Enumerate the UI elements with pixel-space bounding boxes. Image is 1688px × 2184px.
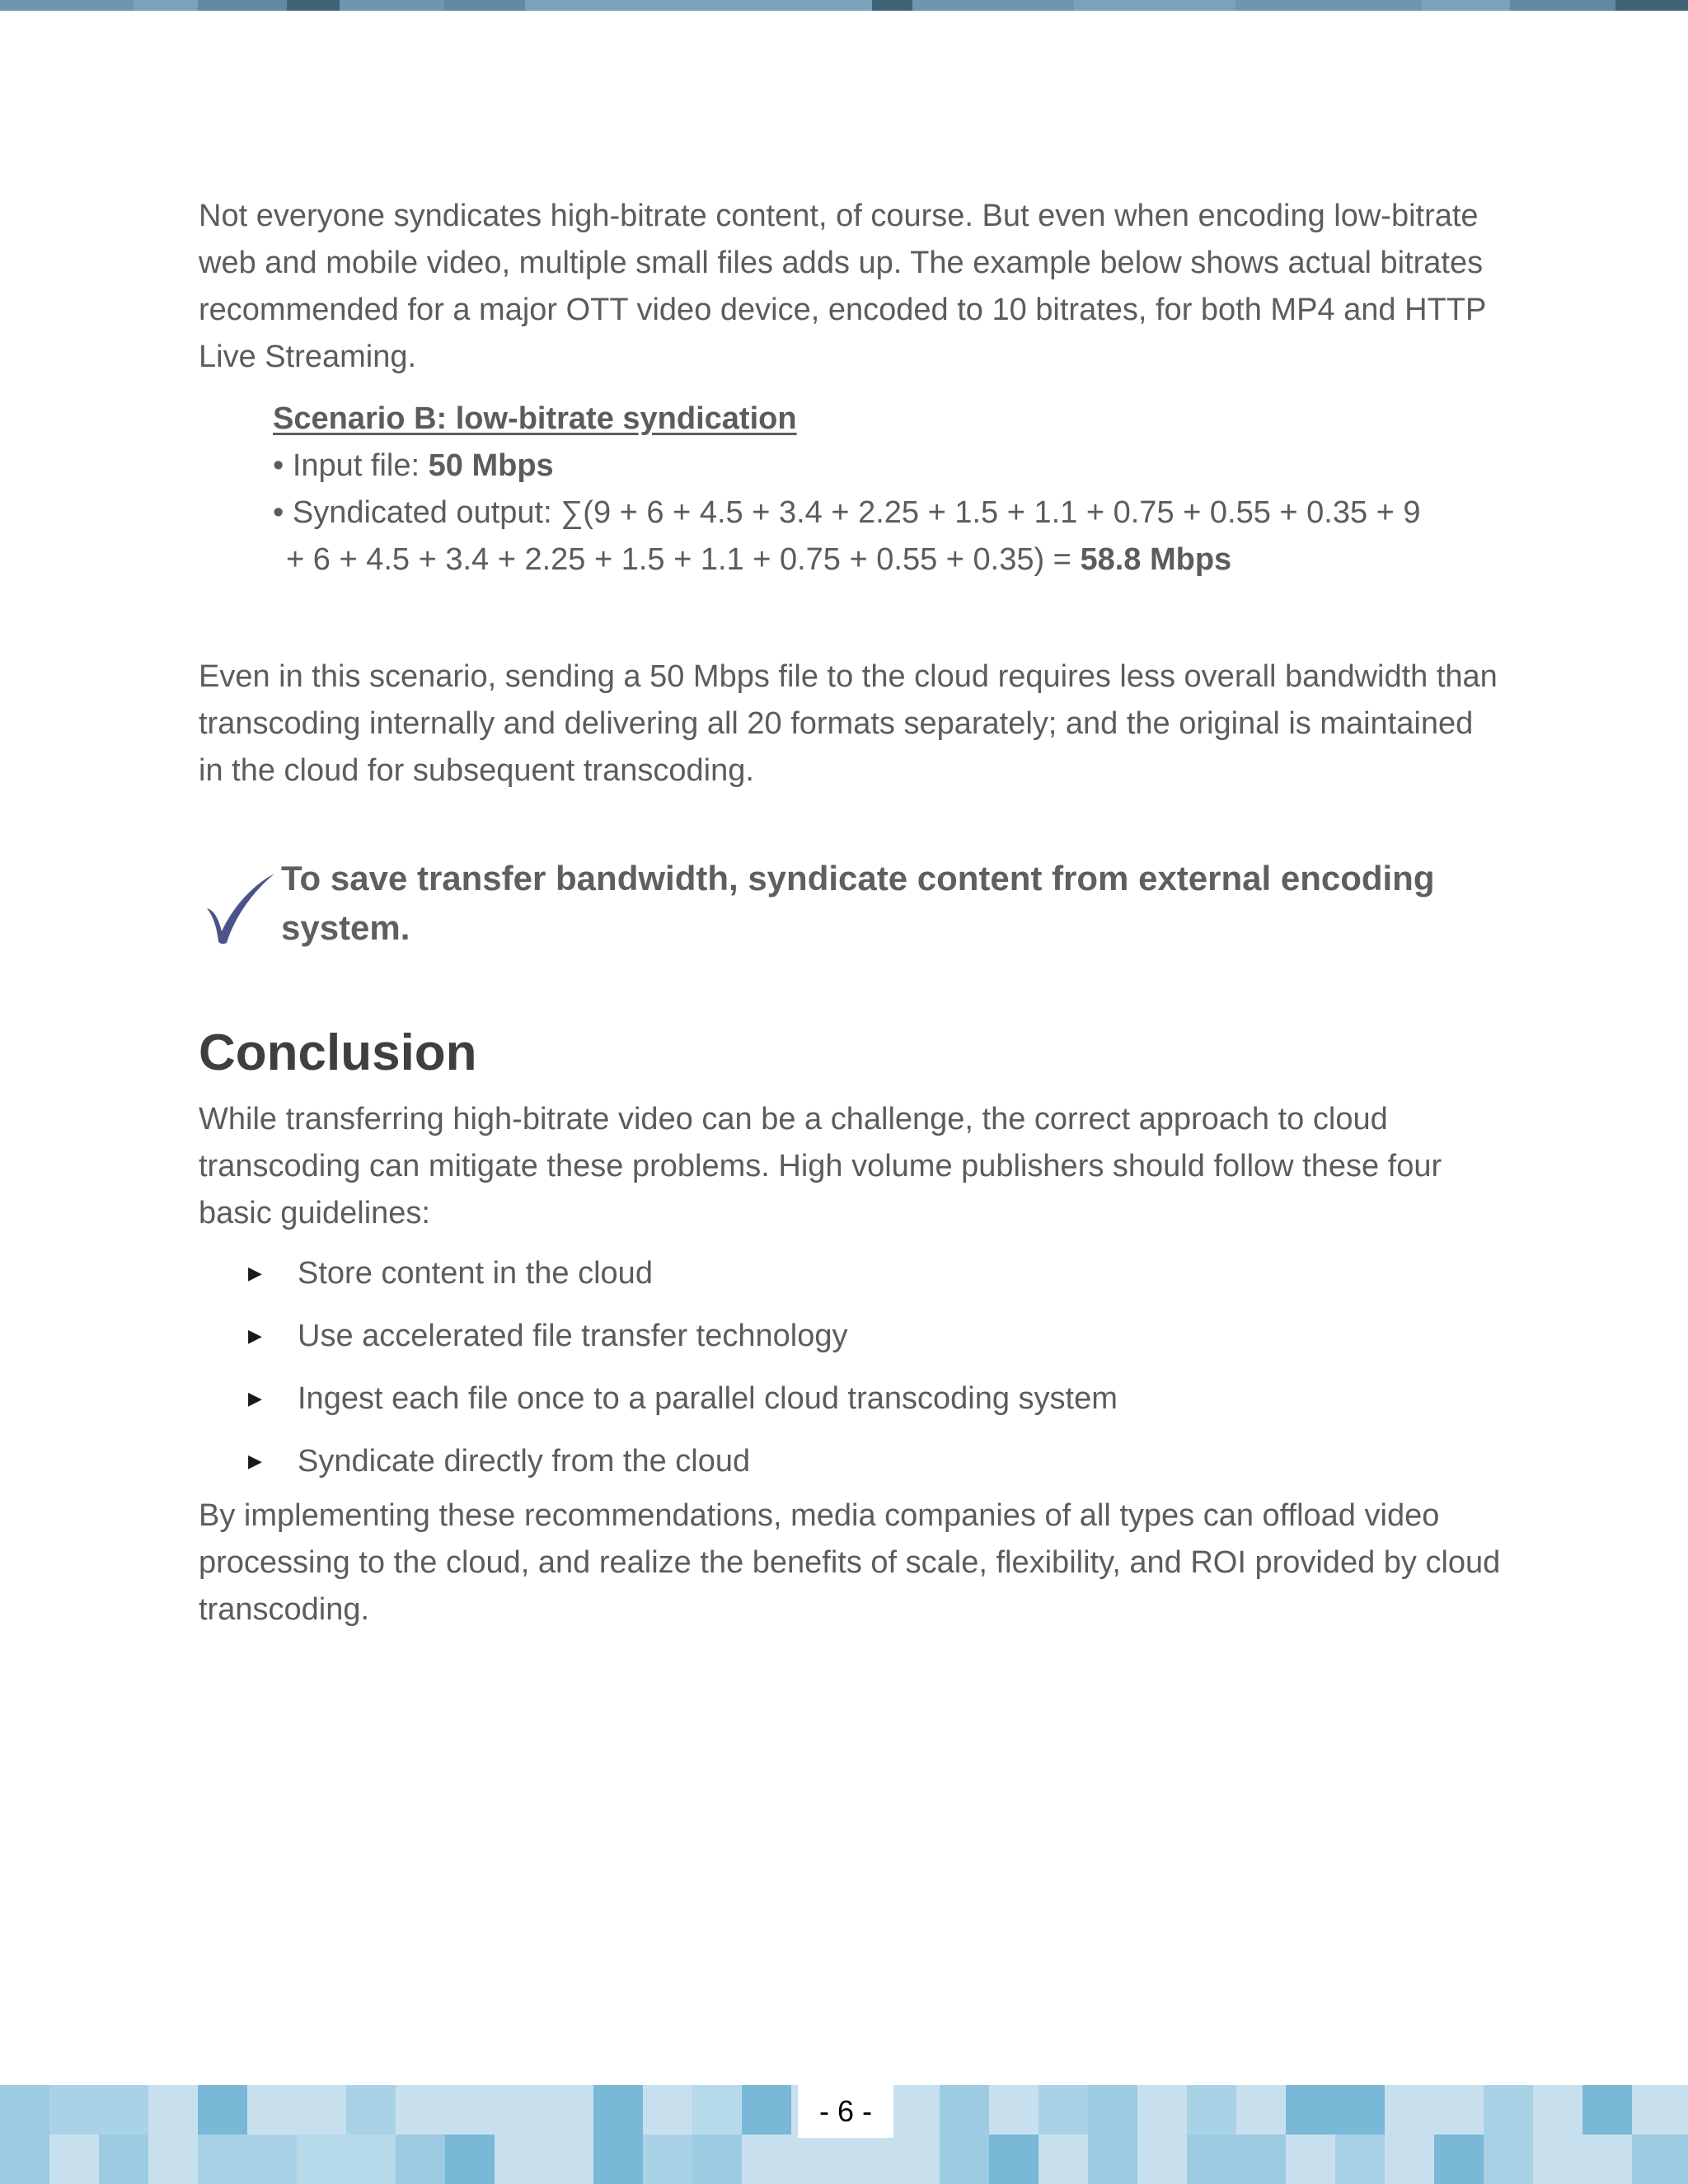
scenario-output-line: • Syndicated output: ∑(9 + 6 + 4.5 + 3.4 + 2.25 + 1.5 + 1.1 + 0.75 + 0.55 + 0.35 + 9: [273, 495, 1421, 530]
list-item: [199, 1305, 1501, 1367]
even-paragraph: Even in this scenario, sending a 50 Mbps file to the cloud requires less overall bandwidth than transcoding internally and delivering all 20 formats separately; and the original is maintained in the cloud for subsequent transcoding.: [199, 659, 1498, 788]
top-decorative-band: [0, 0, 1688, 11]
output-value: 58.8 Mbps: [1080, 542, 1232, 577]
scenario-title: Scenario B: low-bitrate syndication: [273, 401, 797, 436]
list-item-text: Use accelerated file transfer technology: [298, 1319, 848, 1353]
list-item: [199, 1242, 1501, 1305]
scenario-output-continued: [273, 537, 1501, 583]
list-item-text: Store content in the cloud: [298, 1256, 653, 1291]
page-content: [199, 193, 1501, 1633]
closing-paragraph: By implementing these recommendations, media companies of all types can offload video processing to the cloud, and realize the benefits of scale, flexibility, and ROI provided by cloud transcoding.: [199, 1498, 1501, 1627]
checkmark-icon: [199, 867, 281, 949]
section-heading: Conclusion: [199, 1024, 477, 1081]
scenario-box: [273, 396, 1501, 583]
triangle-right-icon: ▶: [248, 1388, 262, 1408]
output-continued-text: + 6 + 4.5 + 3.4 + 2.25 + 1.5 + 1.1 + 0.75 + 0.55 + 0.35) =: [286, 542, 1081, 577]
input-label: • Input file:: [273, 448, 429, 483]
triangle-right-icon: ▶: [248, 1263, 262, 1283]
list-item: [199, 1430, 1501, 1493]
conclusion-intro: While transferring high-bitrate video can be a challenge, the correct approach to cloud transcoding can mitigate these problems. High volume publishers should follow these four basic guidelines:: [199, 1102, 1442, 1230]
input-value: 50 Mbps: [428, 448, 554, 483]
triangle-right-icon: ▶: [248, 1451, 262, 1471]
page-number: - 6 -: [798, 2085, 893, 2138]
list-item-text: Syndicate directly from the cloud: [298, 1444, 751, 1479]
callout-text: To save transfer bandwidth, syndicate content from external encoding system.: [281, 859, 1435, 947]
triangle-right-icon: ▶: [248, 1325, 262, 1346]
list-item: [199, 1367, 1501, 1430]
guidelines-list: [199, 1242, 1501, 1493]
list-item-text: Ingest each file once to a parallel cloud transcoding system: [298, 1381, 1118, 1416]
scenario-input-line: [273, 443, 1501, 490]
intro-paragraph: Not everyone syndicates high-bitrate content, of course. But even when encoding low-bitrate web and mobile video, multiple small files adds up. The example below shows actual bitrates recommended for a major OTT video device, encoded to 10 bitrates, for both MP4 and HTTP Live Streaming.: [199, 199, 1486, 374]
tip-callout: [199, 854, 1501, 953]
